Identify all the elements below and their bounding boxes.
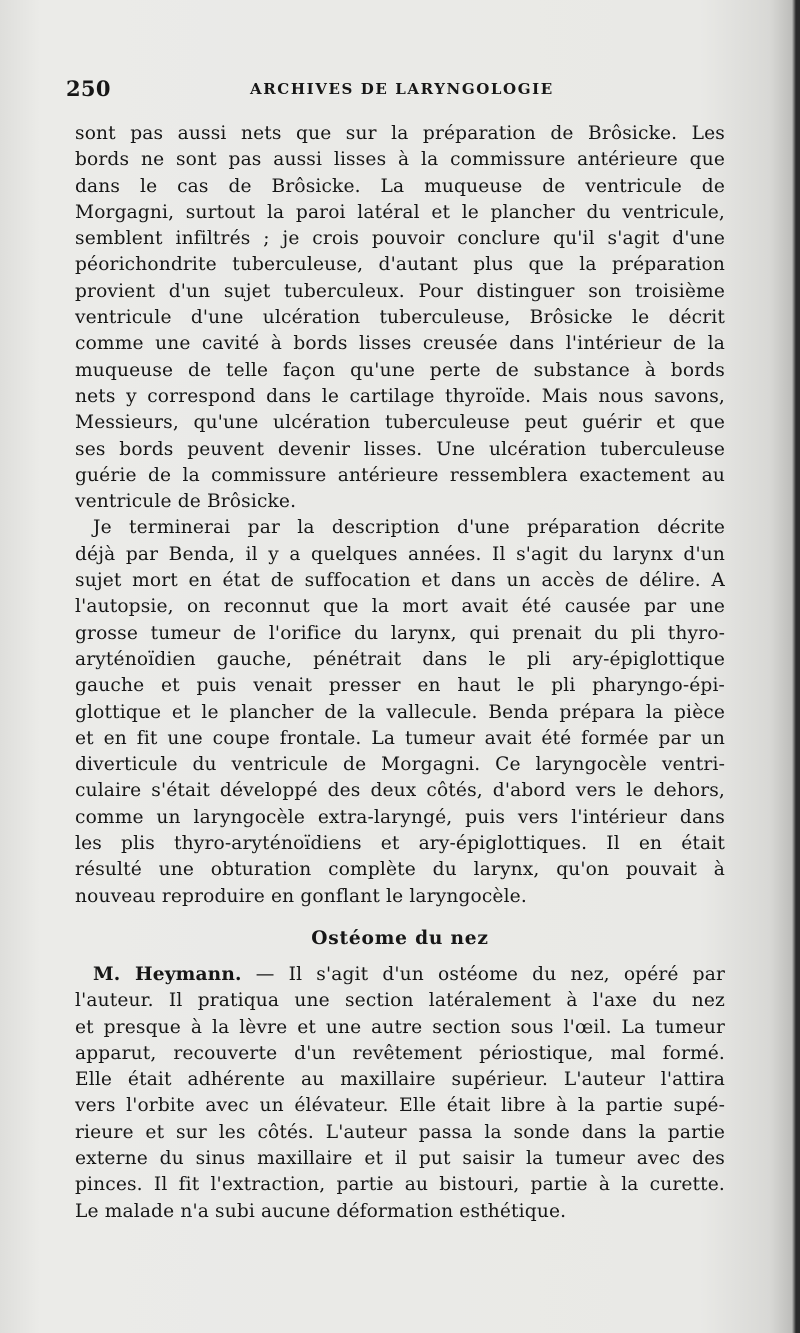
text-line: Messieurs, qu'une ulcération tuberculeuse peut guérir et que bbox=[75, 412, 725, 434]
text-line: aryténoïdien gauche, pénétrait dans le pli ary-épiglottique bbox=[75, 648, 725, 670]
text-line: ventricule d'une ulcération tuberculeuse, Brôsicke le décrit bbox=[75, 307, 725, 329]
text-line: rieure et sur les côtés. L'auteur passa la sonde dans la partie bbox=[75, 1121, 725, 1143]
text-line: déjà par Benda, il y a quelques années. Il s'agit du larynx d'un bbox=[75, 543, 725, 565]
text-line: nets y correspond dans le cartilage thyroïde. Mais nous savons, bbox=[75, 385, 725, 407]
section-heading: Ostéome du nez bbox=[311, 927, 489, 949]
text-line: Je terminerai par la description d'une préparation décrite bbox=[93, 517, 725, 539]
speaker-name: M. Heymann. bbox=[93, 963, 242, 985]
text-line: sujet mort en état de suffocation et dans un accès de délire. A bbox=[75, 570, 725, 592]
text-line: comme une cavité à bords lisses creusée dans l'intérieur de la bbox=[75, 333, 725, 355]
text-line: et presque à la lèvre et une autre section sous l'œil. La tumeur bbox=[75, 1016, 725, 1038]
journal-title: ARCHIVES DE LARYNGOLOGIE bbox=[250, 80, 554, 98]
text-line: nouveau reproduire en gonflant le laryngocèle. bbox=[75, 885, 527, 907]
text-line: muqueuse de telle façon qu'une perte de substance à bords bbox=[75, 359, 725, 381]
text-line: apparut, recouverte d'un revêtement périostique, mal formé. bbox=[75, 1042, 725, 1064]
text-line: grosse tumeur de l'orifice du larynx, qui prenait du pli thyro- bbox=[75, 622, 725, 644]
text-line: provient d'un sujet tuberculeux. Pour distinguer son troisième bbox=[75, 280, 725, 302]
text-line: semblent infiltrés ; je crois pouvoir conclure qu'il s'agit d'une bbox=[75, 228, 725, 250]
text-line: l'autopsie, on reconnut que la mort avait été causée par une bbox=[75, 596, 725, 618]
text-line: et en fit une coupe frontale. La tumeur avait été formée par un bbox=[75, 727, 725, 749]
text-line: glottique et le plancher de la vallecule. Benda prépara la pièce bbox=[75, 701, 725, 723]
text-line bbox=[75, 962, 725, 988]
text-line: ventricule de Brôsicke. bbox=[75, 491, 297, 513]
paragraph-continuation bbox=[75, 121, 725, 515]
text-line: guérie de la commissure antérieure ressemblera exactement au bbox=[75, 464, 725, 486]
text-line: bords ne sont pas aussi lisses à la commissure antérieure que bbox=[75, 149, 725, 171]
text-line: comme un laryngocèle extra-laryngé, puis vers l'intérieur dans bbox=[75, 806, 725, 828]
text-line: Le malade n'a subi aucune déformation esthétique. bbox=[75, 1200, 567, 1222]
text-line: sont pas aussi nets que sur la préparation de Brôsicke. Les bbox=[75, 123, 725, 144]
text-line: gauche et puis venait presser en haut le pli pharyngo-épi- bbox=[75, 675, 725, 697]
text-line: dans le cas de Brôsicke. La muqueuse de ventricule de bbox=[75, 175, 725, 197]
text-line: pinces. Il fit l'extraction, partie au bistouri, partie à la curette. bbox=[75, 1174, 725, 1196]
text-line: ses bords peuvent devenir lisses. Une ulcération tuberculeuse bbox=[75, 438, 725, 460]
text-line: vers l'orbite avec un élévateur. Elle était libre à la partie supé- bbox=[75, 1095, 725, 1117]
text-line: externe du sinus maxillaire et il put saisir la tumeur avec des bbox=[75, 1147, 725, 1169]
text-line: diverticule du ventricule de Morgagni. Ce laryngocèle ventri- bbox=[75, 754, 725, 776]
first-line-text: — Il s'agit d'un ostéome du nez, opéré par bbox=[241, 963, 725, 985]
page-number: 250 bbox=[66, 76, 111, 101]
paragraph-heymann bbox=[75, 962, 725, 1225]
text-line: culaire s'était développé des deux côtés, d'abord vers le dehors, bbox=[75, 780, 725, 802]
text-line: Morgagni, surtout la paroi latéral et le plancher du ventricule, bbox=[75, 201, 725, 223]
text-line: Elle était adhérente au maxillaire supérieur. L'auteur l'attira bbox=[75, 1069, 725, 1091]
running-head bbox=[66, 76, 726, 106]
body-text bbox=[75, 121, 725, 1225]
paragraph-benda bbox=[75, 515, 725, 909]
text-line: les plis thyro-aryténoïdiens et ary-épiglottiques. Il en était bbox=[75, 833, 725, 855]
text-line: péorichondrite tuberculeuse, d'autant plus que la préparation bbox=[75, 254, 725, 276]
text-line: l'auteur. Il pratiqua une section latéralement à l'axe du nez bbox=[75, 990, 725, 1012]
text-line: résulté une obturation complète du larynx, qu'on pouvait à bbox=[75, 859, 725, 881]
